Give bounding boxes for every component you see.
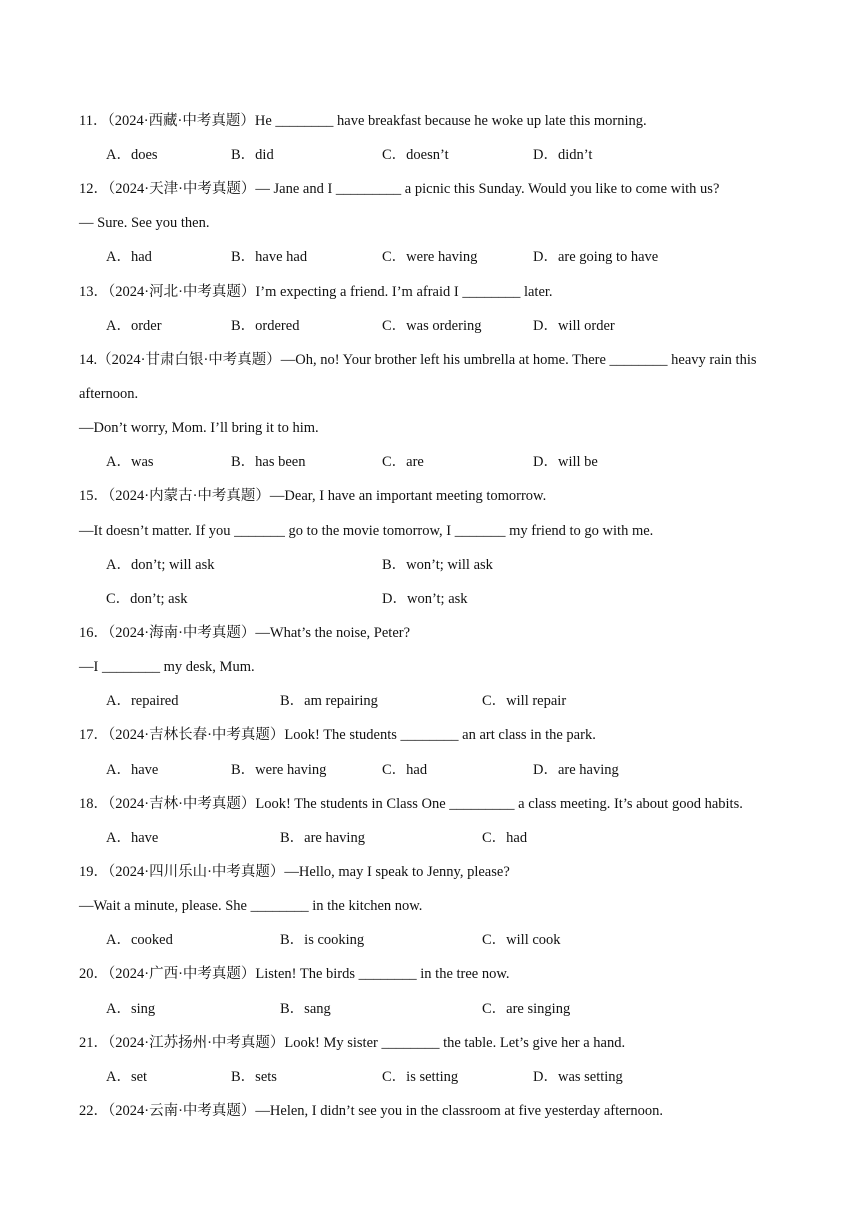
question-15-option-b: B．won’t; will ask — [382, 557, 493, 573]
question-11-option-b: B．did — [231, 147, 274, 163]
question-21-option-a: A．set — [106, 1069, 148, 1085]
question-11-option-d: D．didn’t — [533, 147, 593, 163]
question-11-stem: 11．（2024·西藏·中考真题）He ________ have breakfast because he woke up late this morning. — [79, 113, 647, 129]
question-14-stem-cont: afternoon. — [79, 386, 139, 402]
question-17-stem: 17．（2024·吉林长春·中考真题）Look! The students ________ an art class in the park. — [79, 727, 596, 743]
question-21-option-b: B．sets — [231, 1069, 277, 1085]
question-21-option-c: C．is setting — [382, 1069, 459, 1085]
question-14-option-d: D．will be — [533, 454, 598, 470]
question-14-dialogue: —Don’t worry, Mom. I’ll bring it to him. — [79, 420, 319, 436]
question-17-option-a: A．have — [106, 762, 159, 778]
question-19-option-c: C．will cook — [482, 932, 561, 948]
question-17-option-c: C．had — [382, 762, 428, 778]
question-16-option-c: C．will repair — [482, 693, 567, 709]
question-11-option-a: A．does — [106, 147, 158, 163]
question-12-stem: 12．（2024·天津·中考真题）— Jane and I _________ a picnic this Sunday. Would you like to come with us? — [79, 181, 720, 197]
question-13-option-a: A．order — [106, 318, 162, 334]
question-20-option-b: B．sang — [280, 1001, 331, 1017]
question-15-option-a: A．don’t; will ask — [106, 557, 215, 573]
question-13-option-c: C．was ordering — [382, 318, 482, 334]
question-15-option-c: C．don’t; ask — [106, 591, 188, 607]
question-13-option-d: D．will order — [533, 318, 615, 334]
question-16-stem: 16．（2024·海南·中考真题）—What’s the noise, Peter? — [79, 625, 411, 641]
question-20-option-a: A．sing — [106, 1001, 156, 1017]
question-17-option-b: B．were having — [231, 762, 327, 778]
question-12-option-b: B．have had — [231, 249, 308, 265]
question-16-dialogue: —I ________ my desk, Mum. — [79, 659, 255, 675]
question-15-stem: 15．（2024·内蒙古·中考真题）—Dear, I have an important meeting tomorrow. — [79, 488, 547, 504]
question-21-option-d: D．was setting — [533, 1069, 623, 1085]
question-12-option-c: C．were having — [382, 249, 478, 265]
question-14-option-c: C．are — [382, 454, 424, 470]
question-12-option-a: A．had — [106, 249, 152, 265]
question-18-stem: 18．（2024·吉林·中考真题）Look! The students in Class One _________ a class meeting. It’s about good habits. — [79, 796, 743, 812]
question-15-option-d: D．won’t; ask — [382, 591, 468, 607]
question-14-option-b: B．has been — [231, 454, 306, 470]
question-22-stem: 22．（2024·云南·中考真题）—Helen, I didn’t see you in the classroom at five yesterday afternoon. — [79, 1103, 664, 1119]
question-14-stem: 14.（2024·甘肃白银·中考真题）—Oh, no! Your brother left his umbrella at home. There ________ heavy rain this — [79, 352, 757, 368]
question-18-option-b: B．are having — [280, 830, 365, 846]
question-20-option-c: C．are singing — [482, 1001, 571, 1017]
question-12-dialogue: — Sure. See you then. — [79, 215, 210, 231]
question-18-option-a: A．have — [106, 830, 159, 846]
question-13-option-b: B．ordered — [231, 318, 300, 334]
question-19-dialogue: —Wait a minute, please. She ________ in the kitchen now. — [79, 898, 423, 914]
question-19-option-b: B．is cooking — [280, 932, 365, 948]
question-15-dialogue: —It doesn’t matter. If you _______ go to the movie tomorrow, I _______ my friend to go with me. — [79, 523, 654, 539]
question-16-option-a: A．repaired — [106, 693, 179, 709]
question-21-stem: 21．（2024·江苏扬州·中考真题）Look! My sister ________ the table. Let’s give her a hand. — [79, 1035, 626, 1051]
question-13-stem: 13．（2024·河北·中考真题）I’m expecting a friend. I’m afraid I ________ later. — [79, 284, 553, 300]
question-19-option-a: A．cooked — [106, 932, 173, 948]
question-17-option-d: D．are having — [533, 762, 619, 778]
question-16-option-b: B．am repairing — [280, 693, 378, 709]
question-20-stem: 20．（2024·广西·中考真题）Listen! The birds ________ in the tree now. — [79, 966, 510, 982]
question-14-option-a: A．was — [106, 454, 154, 470]
question-11-option-c: C．doesn’t — [382, 147, 449, 163]
question-18-option-c: C．had — [482, 830, 528, 846]
question-19-stem: 19．（2024·四川乐山·中考真题）—Hello, may I speak to Jenny, please? — [79, 864, 510, 880]
question-12-option-d: D．are going to have — [533, 249, 659, 265]
